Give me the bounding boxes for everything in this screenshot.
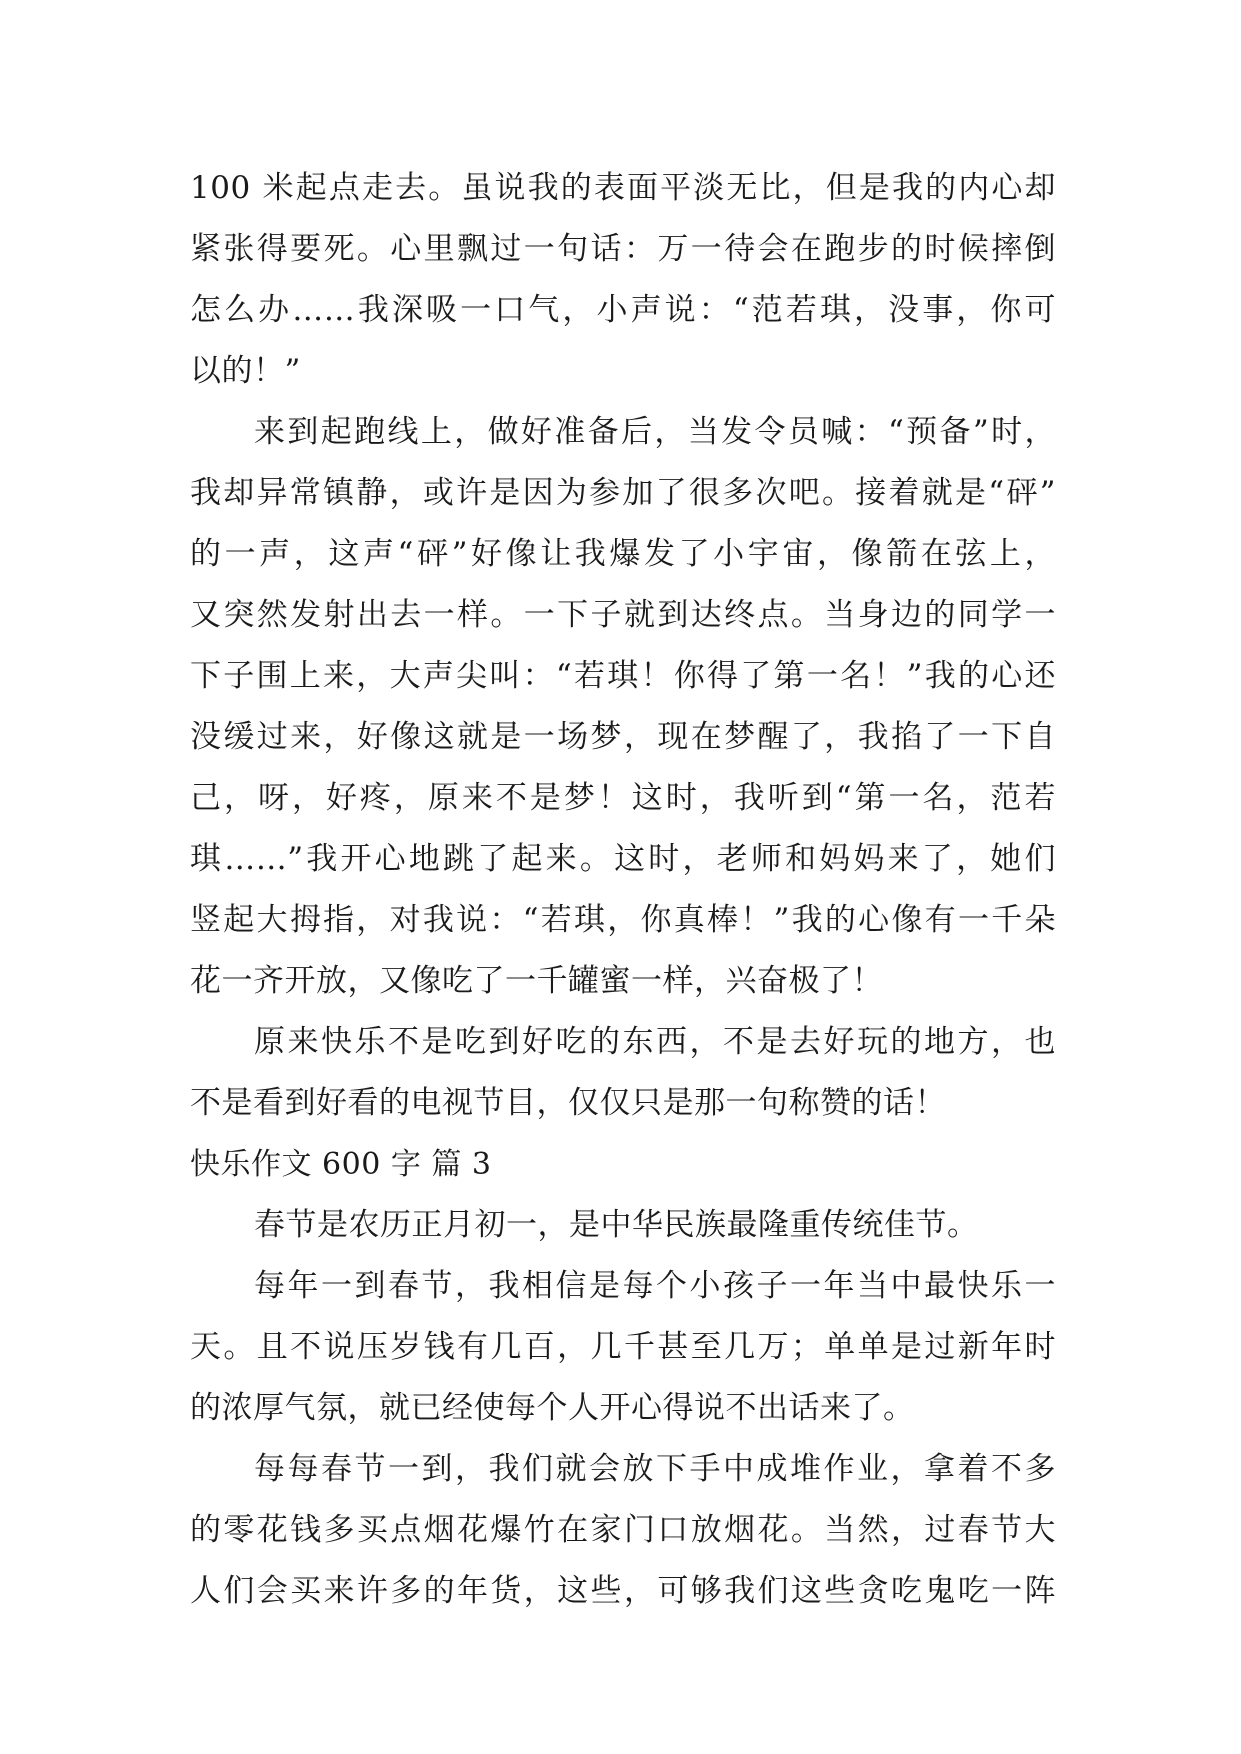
text-line: 下子围上来，大声尖叫：“若琪！你得了第一名！”我的心还 — [190, 658, 1056, 694]
section-heading: 快乐作文 600 字 篇 3 — [190, 1147, 492, 1182]
document-body — [190, 158, 1056, 1622]
paragraph-first-line: 每每春节一到，我们就会放下手中成堆作业，拿着不多 — [254, 1451, 1056, 1487]
text-line: 花一齐开放，又像吃了一千罐蜜一样，兴奋极了！ — [190, 963, 883, 999]
paragraph-first-line: 原来快乐不是吃到好吃的东西，不是去好玩的地方，也 — [254, 1024, 1056, 1060]
text-line: 竖起大拇指，对我说：“若琪，你真棒！”我的心像有一千朵 — [190, 902, 1056, 938]
text-line: 我却异常镇静，或许是因为参加了很多次吧。接着就是“砰” — [190, 475, 1056, 511]
text-line: 没缓过来，好像这就是一场梦，现在梦醒了，我掐了一下自 — [190, 719, 1056, 755]
text-line: 100 米起点走去。虽说我的表面平淡无比，但是我的内心却 — [190, 170, 1056, 206]
text-line: 天。且不说压岁钱有几百，几千甚至几万；单单是过新年时 — [190, 1329, 1056, 1365]
text-line: 的零花钱多买点烟花爆竹在家门口放烟花。当然，过春节大 — [190, 1512, 1056, 1548]
text-line: 又突然发射出去一样。一下子就到达终点。当身边的同学一 — [190, 597, 1056, 633]
paragraph-first-line: 每年一到春节，我相信是每个小孩子一年当中最快乐一 — [254, 1268, 1056, 1304]
text-line: 琪……”我开心地跳了起来。这时，老师和妈妈来了，她们 — [190, 841, 1056, 877]
text-line: 怎么办……我深吸一口气，小声说：“范若琪，没事，你可 — [190, 292, 1056, 328]
text-line: 的浓厚气氛，就已经使每个人开心得说不出话来了。 — [190, 1390, 915, 1426]
text-line: 人们会买来许多的年货，这些，可够我们这些贪吃鬼吃一阵 — [190, 1573, 1056, 1609]
text-line: 以的！” — [190, 353, 301, 389]
text-line: 紧张得要死。心里飘过一句话：万一待会在跑步的时候摔倒 — [190, 231, 1056, 267]
paragraph-first-line: 春节是农历正月初一，是中华民族最隆重传统佳节。 — [254, 1207, 979, 1243]
text-line: 的一声，这声“砰”好像让我爆发了小宇宙，像箭在弦上， — [190, 536, 1056, 572]
paragraph-first-line: 来到起跑线上，做好准备后，当发令员喊：“预备”时， — [254, 414, 1056, 450]
text-line: 不是看到好看的电视节目，仅仅只是那一句称赞的话！ — [190, 1085, 946, 1121]
text-line: 己，呀，好疼，原来不是梦！这时，我听到“第一名，范若 — [190, 780, 1056, 816]
